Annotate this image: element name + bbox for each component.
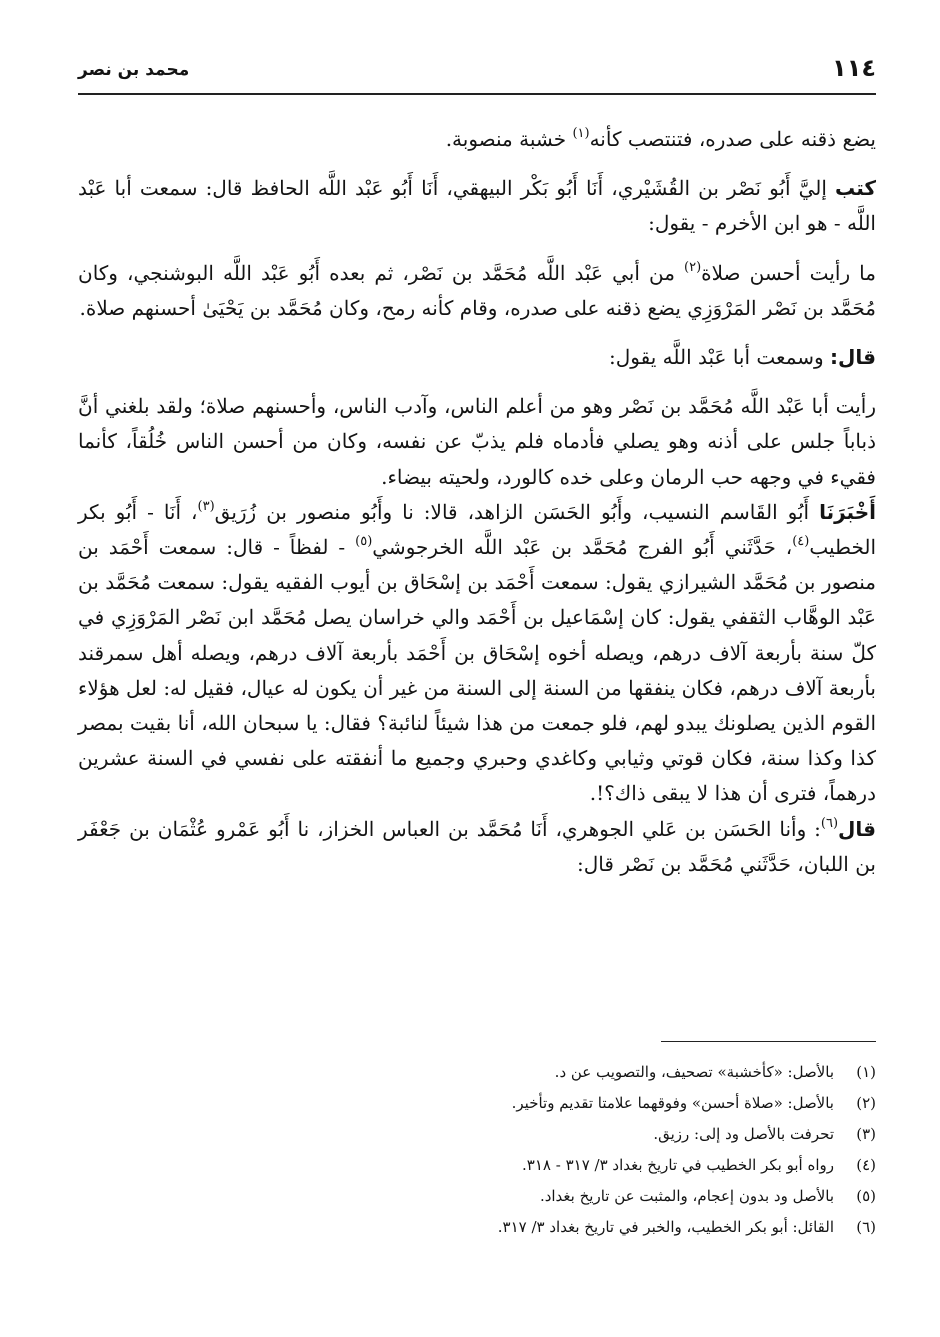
text-run: رأيت أبا عَبْد اللَّه مُحَمَّد بن نَصْر وهو من أعلم الناس، وآدب الناس، وأحسنهم صلاة؛ ولقد بلغني أنَّ ذباباً جلس على أذنه وهو يصلي فأدماه فلم يذبّ عن نفسه، وكان من أحسن الناس خُلُقاً، كأنما فقيء في وجهه حب الرمان وعلى خده كالورد، ولحيته بيضاء. <box>78 394 877 489</box>
footnote-text: بالأصل: «كأخشبة» تصحيف، والتصويب عن د. <box>554 1063 834 1081</box>
text-run: يضع ذقنه على صدره، فتنتصب كأنه <box>589 127 876 151</box>
text-run: - لفظاً - قال: سمعت أَحْمَد بن منصور بن مُحَمَّد الشيرازي يقول: سمعت أَحْمَد بن إسْحَاق بن أيوب الفقيه يقول: سمعت مُحَمَّد بن عَبْد الوهَّاب الثقفي يقول: كان إسْمَاعيل بن أَحْمَد والي خراسان يصل مُحَمَّد ابن نَصْر المَرْوَزِي في كلّ سنة بأربعة آلاف درهم، ويصله أخوه إسْحَاق بن أَحْمَد بأربعة آلاف درهم، ويصله أهل سمرقند بأربعة آلاف درهم، فكان ينفقها من السنة إلى السنة من غير أن يكون له عيال، فقيل له: لعل هؤلاء القوم الذين يصلونك يبدو لهم، فلو جمعت من هذا شيئاً لنائبة؟ فقال: يا سبحان الله، أنا بقيت بمصر كذا وكذا سنة، فكان قوتي وثيابي وكاغدي وحبري وجميع ما أنفقته على نفسي في السنة عشرين درهماً، فترى أن هذا لا يبقى ذاك؟!. <box>78 535 876 806</box>
page-header <box>78 54 876 90</box>
footnote-ref: (٣) <box>197 498 215 514</box>
footnote-text: بالأصل: «صلاة أحسن» وفوقهما علامتا تقديم وتأخير. <box>511 1094 834 1112</box>
footnote-number: (٣) <box>856 1125 876 1143</box>
paragraph <box>78 122 876 157</box>
paragraph-lead-word: أَخْبَرَنَا <box>819 499 876 524</box>
running-title: محمد بن نصر <box>78 60 190 80</box>
text-run: أَبُو القَاسم النسيب، وأَبُو الحَسَن الزاهد، قالا: نا وأَبُو منصور بن زُرَيق <box>214 499 820 524</box>
footnote <box>200 1150 876 1181</box>
footnote <box>200 1088 876 1119</box>
header-rule <box>78 93 876 95</box>
text-run: خشبة منصوبة. <box>445 127 573 151</box>
text-run: من أبي عَبْد اللَّه مُحَمَّد بن نَصْر، ثم بعده أَبُو عَبْد اللَّه البوشنجي، وكان مُحَمَّد بن نَصْر المَرْوَزِي يضع ذقنه على صدره، وقام كأنه رمح، وكان مُحَمَّد بن يَحْيَىٰ أحسنهم صلاة. <box>78 260 876 320</box>
text-run: إليَّ أَبُو نَصْر بن القُشَيْري، أَنَا أَبُو بَكْر البيهقي، أَنَا أَبُو عَبْد اللَّه الحافظ قال: سمعت أبا عَبْد اللَّه - هو ابن الأخرم - يقول: <box>78 176 876 236</box>
text-run: ، حَدَّثَني أَبُو الفرج مُحَمَّد بن عَبْد اللَّه الخرجوشي <box>372 535 793 560</box>
paragraph <box>78 495 876 812</box>
paragraph-lead-word: قال <box>838 816 876 841</box>
footnote-text: تحرفت بالأصل ود إلى: رزيق. <box>653 1125 834 1143</box>
footnote-ref: (٤) <box>792 534 810 550</box>
paragraph <box>78 256 876 326</box>
paragraph-lead-word: قال: <box>830 345 876 370</box>
footnote-number: (٢) <box>856 1094 876 1112</box>
footnote-text: بالأصل ود بدون إعجام، والمثبت عن تاريخ بغداد. <box>539 1187 834 1205</box>
footnote <box>200 1212 876 1243</box>
footnotes <box>200 1057 876 1243</box>
paragraph <box>78 340 876 375</box>
footnote-ref: (١) <box>572 126 590 141</box>
footnote-ref: (٦) <box>820 815 839 831</box>
footnote <box>200 1057 876 1088</box>
paragraph-lead-word: كتب <box>835 176 876 201</box>
footnote <box>200 1181 876 1212</box>
paragraph <box>78 389 876 495</box>
footnote-number: (١) <box>856 1063 876 1081</box>
text-run: وسمعت أبا عَبْد اللَّه يقول: <box>609 345 831 370</box>
footnote-number: (٥) <box>856 1187 876 1205</box>
text-run: ما رأيت أحسن صلاة <box>701 260 876 285</box>
text-run: : وأنا الحَسَن بن عَلي الجوهري، أَنَا مُحَمَّد بن العباس الخزاز، نا أَبُو عَمْرو عُثْمَان بن جَعْفَر بن اللبان، حَدَّثَني مُحَمَّد بن نَصْر قال: <box>78 816 876 876</box>
footnote-ref: (٥) <box>355 534 373 550</box>
footnote <box>200 1119 876 1150</box>
main-text <box>78 122 876 882</box>
footnote-separator <box>661 1041 876 1042</box>
footnote-number: (٦) <box>856 1218 876 1236</box>
footnote-text: رواه أبو بكر الخطيب في تاريخ بغداد ٣/ ٣١٧ - ٣١٨. <box>522 1156 834 1174</box>
footnote-number: (٤) <box>856 1156 876 1174</box>
footnote-text: القائل: أبو بكر الخطيب، والخبر في تاريخ بغداد ٣/ ٣١٧. <box>497 1218 834 1236</box>
footnote-ref: (٢) <box>684 259 702 275</box>
paragraph <box>78 171 876 241</box>
paragraph <box>78 812 876 882</box>
text-run: ، أَنَا - أَبُو بكر الخطيب <box>78 499 876 560</box>
page-number: ١١٤ <box>832 54 876 82</box>
